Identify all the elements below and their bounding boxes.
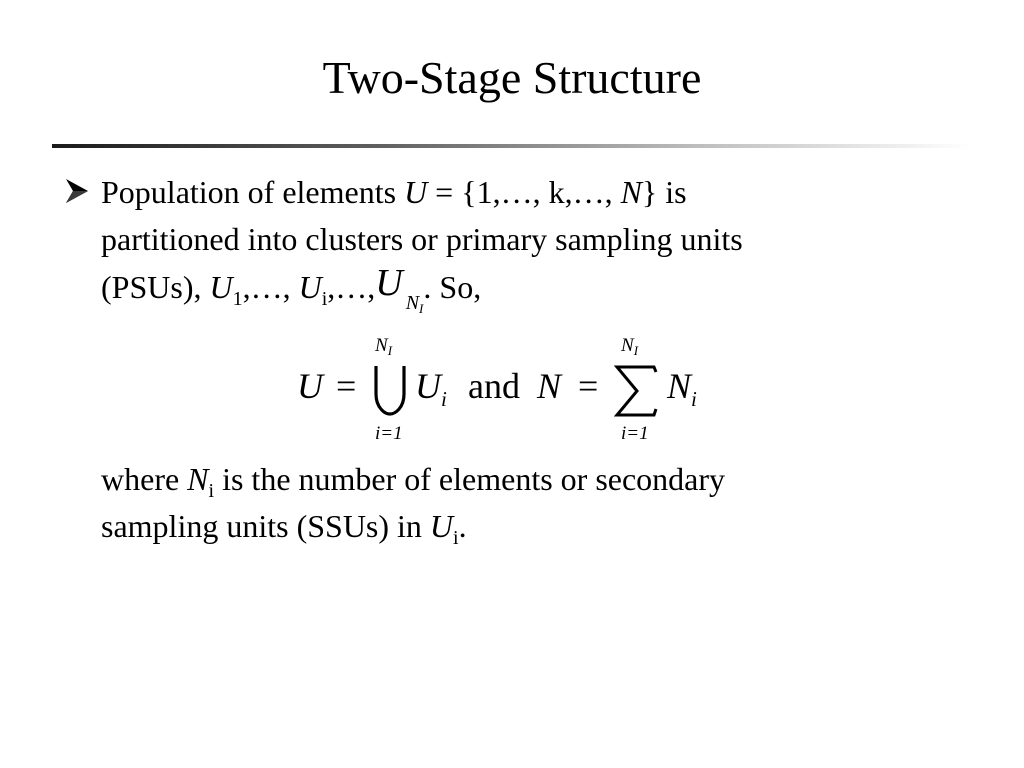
formula-equals-1: = xyxy=(336,366,357,406)
formula-U: U xyxy=(297,366,323,406)
big-union-icon xyxy=(370,364,410,416)
var-Ni: N xyxy=(187,461,209,497)
var-UN: U xyxy=(375,262,403,304)
formula-N: N xyxy=(537,366,562,406)
var-Ui: U xyxy=(298,269,322,305)
sum-upper-limit: $N_I$ xyxy=(621,335,639,358)
formula xyxy=(0,330,1024,448)
var-U: U xyxy=(404,174,428,210)
bullet-paragraph xyxy=(101,169,981,316)
formula-Ni: $N_i$ xyxy=(667,366,697,411)
var-N: N xyxy=(620,174,642,210)
var-U1: U xyxy=(209,269,233,305)
union-lower-limit: i=1 xyxy=(375,423,403,444)
summation-icon xyxy=(614,364,660,418)
bullet-line-2: partitioned into clusters or primary sampling units xyxy=(101,221,743,257)
formula-equals-2: = xyxy=(578,366,599,406)
formula-Ui: $U_i$ xyxy=(415,366,447,411)
slide-title: Two-Stage Structure xyxy=(322,52,702,103)
sum-lower-limit: i=1 xyxy=(621,423,649,444)
where-line-1: where $N_i$ is the number of elements or secondary xyxy=(101,461,726,502)
title-divider xyxy=(52,144,970,148)
formula-and: and xyxy=(468,366,520,406)
where-line-2: sampling units (SSUs) in $U_i$. xyxy=(101,508,467,549)
arrow-bullet-icon xyxy=(64,177,90,205)
bullet-line-1: Population of elements U = {1,…, k,…, N} is xyxy=(101,174,687,210)
var-UN-subscript: NI xyxy=(405,292,424,316)
bullet-line-3: (PSUs), $U_1,\dots$, $U_i,\dots,U$ $_{N_I}$. So, xyxy=(101,262,482,316)
var-Ui-where: U xyxy=(429,508,454,544)
union-upper-limit: $N_I$ xyxy=(375,335,393,358)
where-paragraph xyxy=(101,456,981,550)
